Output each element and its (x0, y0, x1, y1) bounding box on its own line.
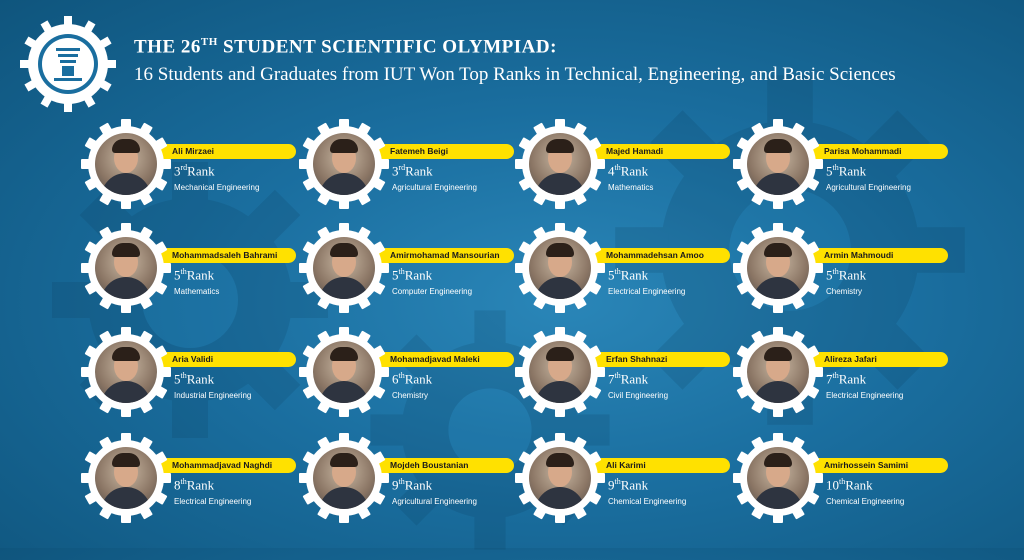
student-name: Amirmohamad Mansourian (374, 248, 514, 263)
student-name: Fatemeh Beigi (374, 144, 514, 159)
student-name: Parisa Mohammadi (808, 144, 948, 159)
student-photo (529, 237, 591, 299)
student-photo-frame (80, 222, 172, 314)
student-photo-frame (514, 118, 606, 210)
student-card (732, 432, 962, 527)
student-name: Erfan Shahnazi (590, 352, 730, 367)
student-photo (95, 133, 157, 195)
student-photo (313, 237, 375, 299)
student-photo (95, 237, 157, 299)
student-field: Chemical Engineering (608, 497, 687, 506)
student-photo (313, 133, 375, 195)
student-photo-frame (80, 326, 172, 418)
student-rank: 5thRank (608, 267, 649, 283)
student-name: Armin Mahmoudi (808, 248, 948, 263)
student-rank: 8thRank (174, 477, 215, 493)
student-rank: 4thRank (608, 163, 649, 179)
student-name: Mohamadjavad Maleki (374, 352, 514, 367)
student-photo-frame (514, 222, 606, 314)
student-rank: 9thRank (392, 477, 433, 493)
student-card (80, 326, 310, 421)
student-name: Amirhossein Samimi (808, 458, 948, 473)
student-name: Ali Mirzaei (156, 144, 296, 159)
student-name: Mohammadehsan Amoo (590, 248, 730, 263)
student-card (514, 118, 744, 213)
student-name: Mohammadsaleh Bahrami (156, 248, 296, 263)
student-name: Mohammadjavad Naghdi (156, 458, 296, 473)
student-field: Chemical Engineering (826, 497, 905, 506)
student-photo-frame (514, 432, 606, 524)
student-field: Electrical Engineering (174, 497, 252, 506)
page-title: THE 26TH STUDENT SCIENTIFIC OLYMPIAD: (134, 36, 557, 58)
student-card (732, 222, 962, 317)
student-field: Civil Engineering (608, 391, 669, 400)
student-photo (313, 447, 375, 509)
student-card (514, 326, 744, 421)
student-photo (313, 341, 375, 403)
student-photo (747, 133, 809, 195)
student-field: Electrical Engineering (826, 391, 904, 400)
student-rank: 5thRank (392, 267, 433, 283)
student-name: Ali Karimi (590, 458, 730, 473)
student-card (732, 326, 962, 421)
student-card (80, 222, 310, 317)
student-photo-frame (298, 222, 390, 314)
student-photo (747, 341, 809, 403)
student-photo-frame (514, 326, 606, 418)
student-photo (529, 447, 591, 509)
student-card (514, 222, 744, 317)
student-field: Agricultural Engineering (392, 497, 477, 506)
student-name: Majed Hamadi (590, 144, 730, 159)
student-field: Agricultural Engineering (826, 183, 911, 192)
student-field: Mathematics (174, 287, 220, 296)
student-photo-frame (80, 432, 172, 524)
student-card (298, 432, 528, 527)
student-card (298, 222, 528, 317)
student-photo-frame (732, 432, 824, 524)
student-card (298, 118, 528, 213)
student-photo-frame (298, 118, 390, 210)
student-card (80, 118, 310, 213)
student-name: Aria Validi (156, 352, 296, 367)
student-field: Chemistry (392, 391, 429, 400)
student-photo-frame (80, 118, 172, 210)
student-photo-frame (298, 432, 390, 524)
student-rank: 7thRank (826, 371, 867, 387)
student-name: Alireza Jafari (808, 352, 948, 367)
student-photo-frame (298, 326, 390, 418)
student-field: Mechanical Engineering (174, 183, 260, 192)
student-rank: 5thRank (174, 371, 215, 387)
student-card (514, 432, 744, 527)
student-card (298, 326, 528, 421)
student-field: Computer Engineering (392, 287, 473, 296)
student-photo (95, 341, 157, 403)
student-rank: 3rdRank (174, 163, 215, 179)
student-rank: 10thRank (826, 477, 873, 493)
university-logo (18, 14, 118, 114)
student-field: Mathematics (608, 183, 654, 192)
student-photo (95, 447, 157, 509)
student-photo (529, 133, 591, 195)
student-rank: 3rdRank (392, 163, 433, 179)
student-rank: 5thRank (826, 163, 867, 179)
student-rank: 9thRank (608, 477, 649, 493)
student-field: Electrical Engineering (608, 287, 686, 296)
student-photo (747, 237, 809, 299)
student-rank: 7thRank (608, 371, 649, 387)
student-card (80, 432, 310, 527)
student-rank: 6thRank (392, 371, 433, 387)
student-photo (747, 447, 809, 509)
student-rank: 5thRank (826, 267, 867, 283)
student-field: Chemistry (826, 287, 863, 296)
student-photo-frame (732, 222, 824, 314)
student-photo-frame (732, 326, 824, 418)
student-field: Industrial Engineering (174, 391, 252, 400)
page-subtitle: 16 Students and Graduates from IUT Won Top Ranks in Technical, Engineering, and Basic Sciences (134, 64, 896, 85)
student-name: Mojdeh Boustanian (374, 458, 514, 473)
student-field: Agricultural Engineering (392, 183, 477, 192)
student-photo (529, 341, 591, 403)
student-photo-frame (732, 118, 824, 210)
student-card (732, 118, 962, 213)
student-rank: 5thRank (174, 267, 215, 283)
